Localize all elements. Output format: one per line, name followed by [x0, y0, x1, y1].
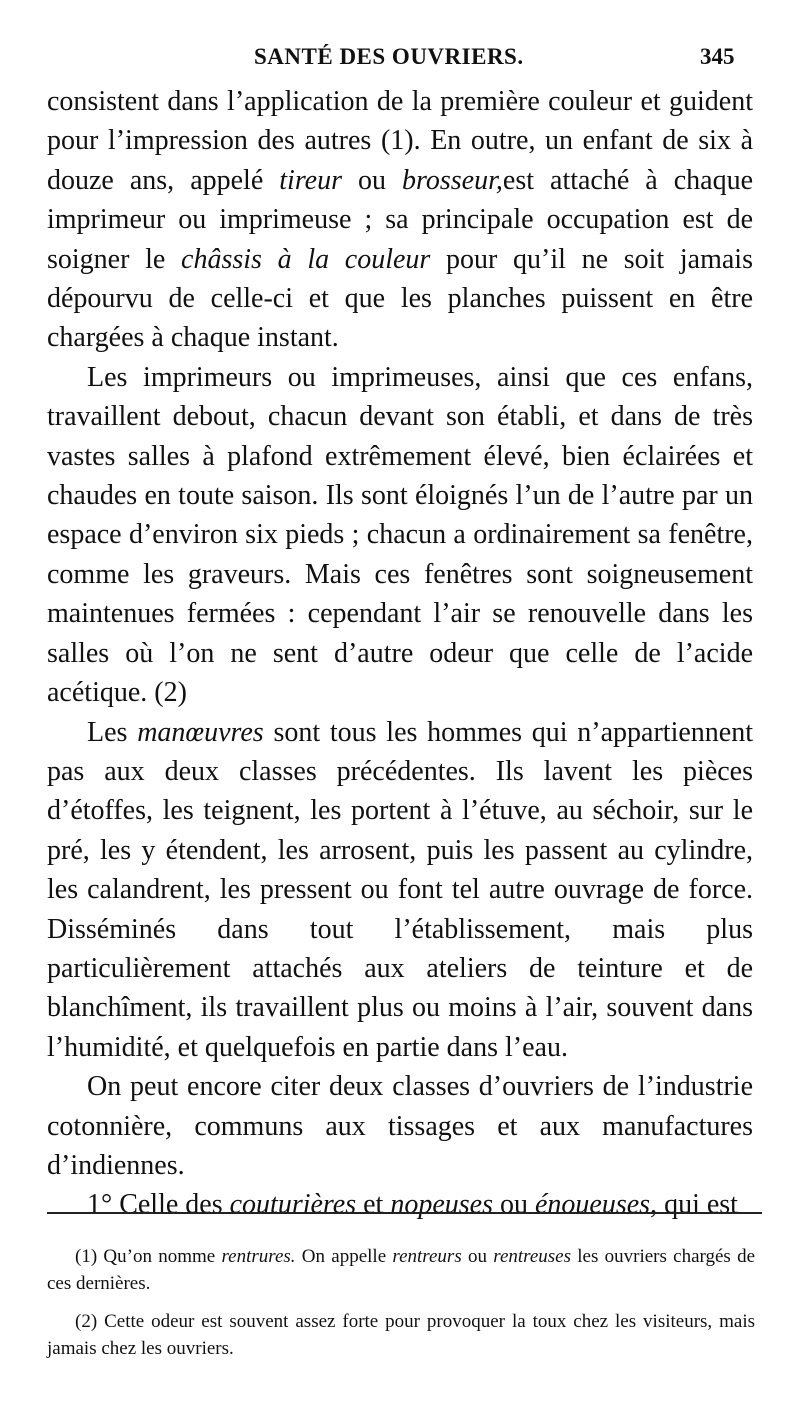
text-run: consistent dans l’application de la première couleur et guident pour l’impression des autres (1). En outre, un enfant de six à douze ans, appelé — [47, 86, 753, 196]
page-header — [0, 40, 800, 80]
italic-term: couturières — [229, 1189, 357, 1221]
text-run: ou — [461, 1246, 494, 1267]
italic-term: brosseur, — [402, 164, 503, 196]
text-run: est attaché à chaque imprimeur ou imprimeuse ; sa principale occupation est de soigner le — [47, 164, 754, 275]
italic-term: rentreuses — [493, 1246, 571, 1267]
text-run: On appelle — [295, 1246, 393, 1267]
text-run: (1) Qu’on nomme — [75, 1246, 222, 1267]
footnotes — [47, 1244, 755, 1374]
body-text — [47, 82, 753, 1225]
text-run: Les — [87, 716, 138, 748]
italic-term: manœuvres — [137, 716, 264, 748]
footnote-1 — [47, 1244, 755, 1297]
italic-term: châssis à la couleur — [181, 243, 431, 275]
text-run: pour qu’il ne soit jamais dépourvu de celle-ci et que les planches puissent en être chargées à chaque instant. — [47, 243, 753, 354]
italic-term: nopeuses — [390, 1189, 493, 1221]
text-run: 1° Celle des — [87, 1189, 230, 1221]
text-run: les ouvriers chargés de ces dernières. — [47, 1246, 756, 1294]
running-head: SANTÉ DES OUVRIERS. — [254, 44, 524, 69]
page-number: 345 — [700, 44, 735, 69]
text-run: ou — [342, 164, 403, 196]
italic-term: rentreurs — [392, 1246, 462, 1267]
footnote-2: (2) Cette odeur est souvent assez forte pour provoquer la toux chez les visiteurs, mais jamais chez les ouvriers. — [47, 1311, 755, 1359]
text-run: et — [356, 1189, 391, 1221]
italic-term: tireur — [279, 164, 343, 196]
paragraph-5 — [47, 1185, 753, 1224]
text-run: , qui est — [650, 1189, 738, 1221]
text-run: ou — [493, 1189, 535, 1221]
paragraph-1 — [47, 82, 753, 358]
italic-term: énoueuses — [535, 1189, 651, 1221]
paragraph-4: On peut encore citer deux classes d’ouvriers de l’industrie cotonnière, communs aux tissages et aux manufactures d’indiennes. — [47, 1071, 753, 1181]
text-run: sont tous les hommes qui n’appartiennent pas aux deux classes précédentes. Ils lavent les pièces d’étoffes, les teignent, les portent à l’étuve, au séchoir, sur le pré, les y étendent, les arrosent, puis les passent au cylindre, les calandrent, les pressent ou font tel autre ouvrage de force. Disséminés dans tout l’établissement, mais plus particulièrement attachés aux ateliers de teinture et de blanchîment, ils travaillent plus ou moins à l’air, souvent dans l’humidité, et quelquefois en partie dans l’eau. — [47, 716, 753, 1063]
paragraph-2: Les imprimeurs ou imprimeuses, ainsi que ces enfans, travaillent debout, chacun devant son établi, et dans de très vastes salles à plafond extrêmement élevé, bien éclairées et chaudes en toute saison. Ils sont éloignés l’un de l’autre par un espace d’environ six pieds ; chacun a ordinairement sa fenêtre, comme les graveurs. Mais ces fenêtres sont soigneusement maintenues fermées : cependant l’air se renouvelle dans les salles où l’on ne sent d’autre odeur que celle de l’acide acétique. (2) — [47, 361, 753, 709]
italic-term: rentrures. — [221, 1246, 296, 1267]
paragraph-3 — [47, 713, 753, 1068]
footnote-rule — [47, 1212, 762, 1214]
